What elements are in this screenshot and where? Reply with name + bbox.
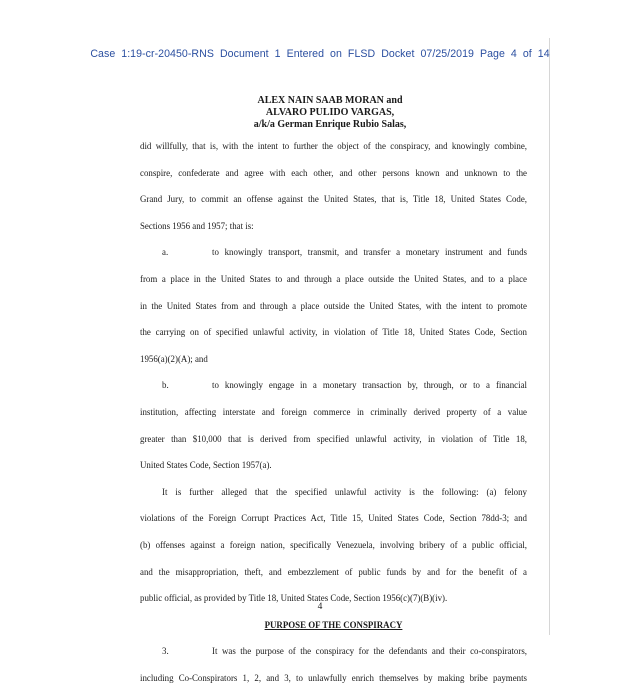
text-line: institution, affecting interstate and foreign commerce in criminally derived property of a value	[140, 406, 527, 417]
text-line: 1956(a)(2)(A); and	[140, 353, 208, 364]
docket-header	[0, 48, 640, 60]
section-heading: PURPOSE OF THE CONSPIRACY	[264, 619, 403, 630]
paragraph-text: It was the purpose of the conspiracy for the defendants and their co-conspirators,	[212, 646, 527, 657]
page-indicator: Page 4 of 14	[479, 48, 550, 60]
item-text: to knowingly transport, transmit, and transfer a monetary instrument and funds	[212, 247, 527, 258]
item-text: to knowingly engage in a monetary transaction by, through, or to a financial	[212, 380, 527, 391]
text-line: conspire, confederate and agree with each other, and other persons known and unknown to the	[140, 167, 527, 178]
page-edge-line	[549, 38, 550, 635]
text-line: from a place in the United States to and through a place outside the United States, and to a place	[140, 273, 527, 284]
caption-line: ALVARO PULIDO VARGAS,	[265, 107, 395, 118]
caption-line: a/k/a German Enrique Rubio Salas,	[253, 119, 407, 130]
text-line: (b) offenses against a foreign nation, specifically Venezuela, involving bribery of a public official,	[140, 539, 527, 550]
item-b-first-line	[140, 372, 527, 399]
text-line: Sections 1956 and 1957; that is:	[140, 220, 254, 231]
text-line: including Co-Conspirators 1, 2, and 3, to unlawfully enrich themselves by making bribe payments	[140, 672, 527, 683]
item-label: b.	[162, 380, 169, 391]
text-line: It is further alleged that the specified unlawful activity is the following: (a) felony	[162, 486, 527, 497]
text-line: Grand Jury, to commit an offense against the United States, that is, Title 18, United States Code,	[140, 194, 527, 205]
text-line: greater than $10,000 that is derived from specified unlawful activity, in violation of Title 18,	[140, 433, 527, 444]
text-line: in the United States from and through a place outside the United States, with the intent to promote	[140, 300, 527, 311]
text-line: violations of the Foreign Corrupt Practices Act, Title 15, United States Code, Section 78dd-3; and	[140, 513, 527, 524]
docket-entry: Entered on FLSD Docket 07/25/2019	[286, 48, 474, 60]
item-a-first-line	[140, 239, 527, 266]
text-line: the carrying on of specified unlawful activity, in violation of Title 18, United States Code, Section	[140, 327, 527, 338]
item-label: a.	[162, 247, 169, 258]
case-number: Case 1:19-cr-20450-RNS	[90, 48, 214, 60]
text-line: public official, as provided by Title 18, United States Code, Section 1956(c)(7)(B)(iv).	[140, 593, 448, 604]
caption-line: ALEX NAIN SAAB MORAN and	[257, 95, 403, 106]
text-line: United States Code, Section 1957(a).	[140, 460, 272, 471]
text-line: and the misappropriation, theft, and embezzlement of public funds by and for the benefit of a	[140, 566, 527, 577]
document-number: Document 1	[219, 48, 281, 60]
paragraph-3-first-line	[140, 638, 527, 665]
case-caption	[140, 95, 520, 131]
paragraph-number: 3.	[162, 646, 169, 657]
page-number: 4	[317, 602, 323, 612]
text-line: did willfully, that is, with the intent to further the object of the conspiracy, and knowingly combine,	[140, 141, 527, 151]
